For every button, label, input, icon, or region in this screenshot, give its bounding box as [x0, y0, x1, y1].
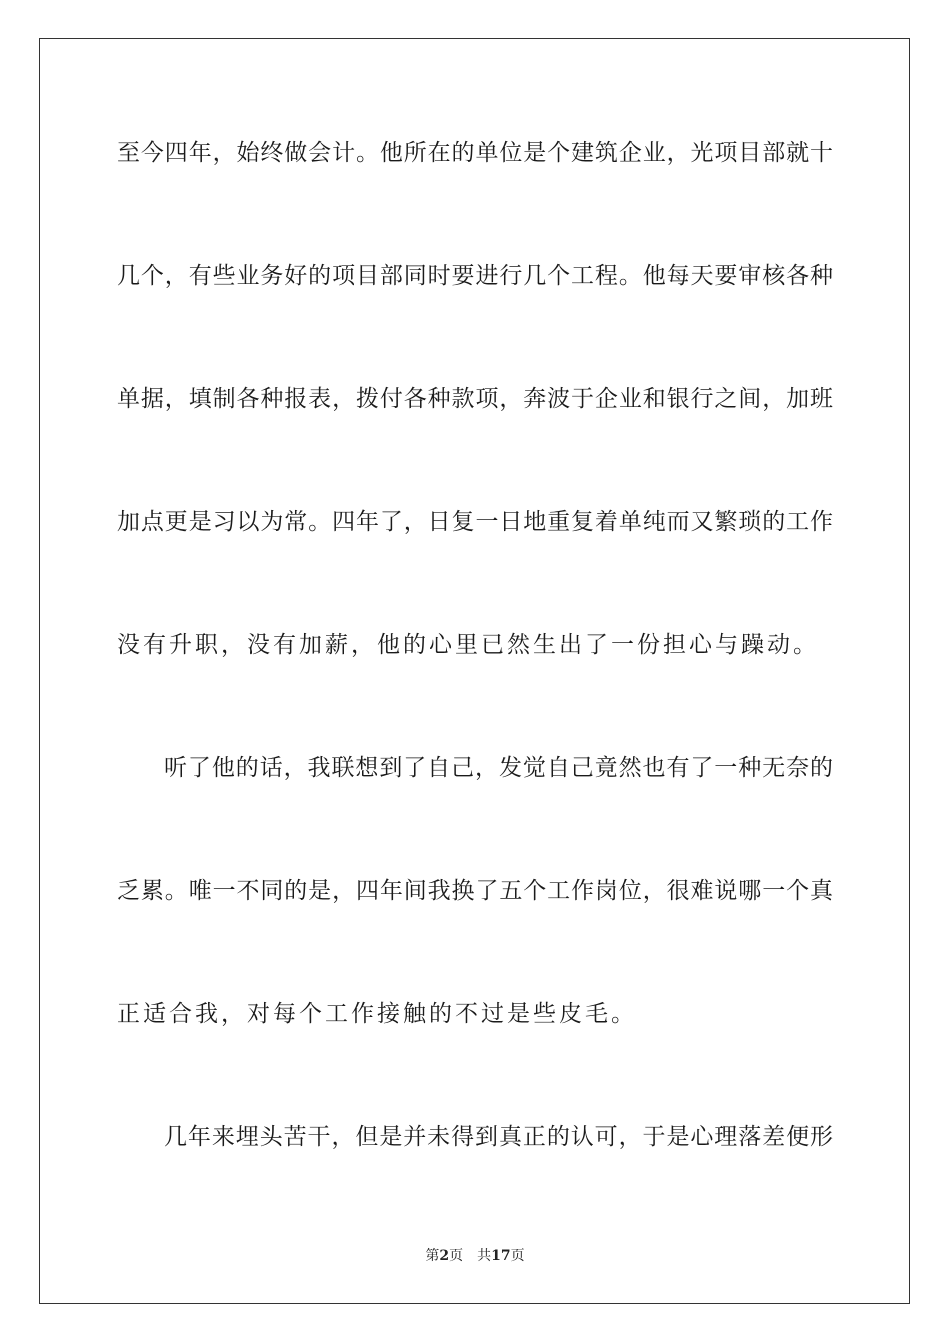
page-number-prefix: 第 [425, 1248, 440, 1264]
paragraph-line: 正适合我，对每个工作接触的不过是些皮毛。 [117, 1001, 637, 1027]
paragraph-line: 乏累。唯一不同的是，四年间我换了五个工作岗位，很难说哪一个真 [117, 878, 833, 904]
paragraph-line: 至今四年，始终做会计。他所在的单位是个建筑企业，光项目部就十 [117, 140, 833, 166]
paragraph-line: 几个，有些业务好的项目部同时要进行几个工程。他每天要审核各种 [117, 263, 833, 289]
total-pages-suffix: 页 [510, 1248, 525, 1264]
page-number: 2 [439, 1248, 450, 1264]
paragraph-first-line: 几年来埋头苦干，但是并未得到真正的认可，于是心理落差便形 [164, 1124, 833, 1150]
paragraph-line: 没有升职，没有加薪，他的心里已然生出了一份担心与躁动。 [117, 632, 819, 658]
paragraph-line: 单据，填制各种报表，拨付各种款项，奔波于企业和银行之间，加班 [117, 386, 833, 412]
total-pages-prefix: 共 [477, 1248, 492, 1264]
total-pages: 17 [491, 1248, 511, 1264]
page-footer [0, 1246, 950, 1266]
paragraph-first-line: 听了他的话，我联想到了自己，发觉自己竟然也有了一种无奈的 [164, 755, 833, 781]
page-number-suffix: 页 [449, 1248, 464, 1264]
page-border [39, 38, 910, 1304]
paragraph-line: 加点更是习以为常。四年了，日复一日地重复着单纯而又繁琐的工作 [117, 509, 833, 535]
